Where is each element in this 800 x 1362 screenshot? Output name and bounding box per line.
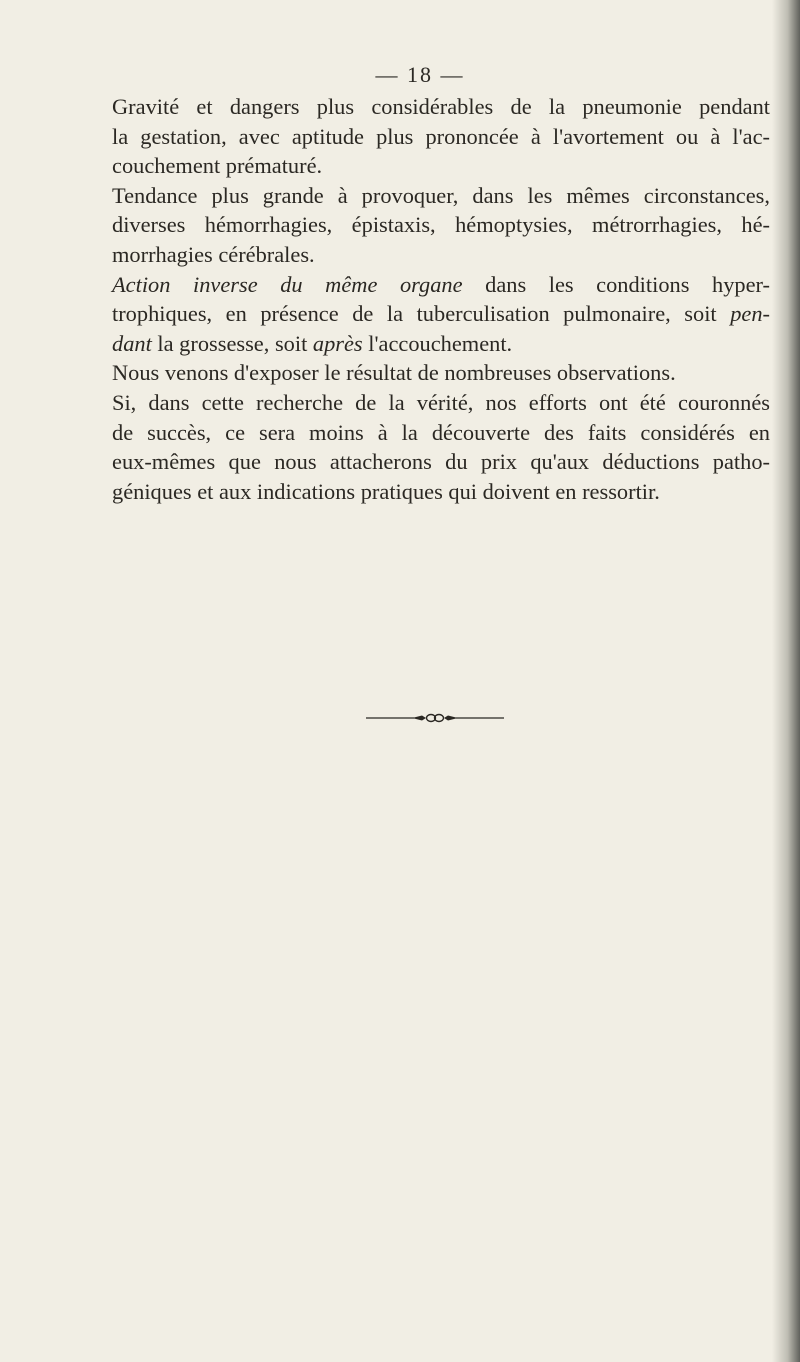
text-line xyxy=(112,329,770,359)
text-line: Si, dans cette recherche de la vérité, nos efforts ont été couronnés xyxy=(112,389,770,415)
paragraph-tendance xyxy=(112,181,770,270)
text-line xyxy=(112,299,770,329)
text-line: diverses hémorrhagies, épistaxis, hémoptysies, métrorrhagies, hé- xyxy=(112,212,770,238)
text-span: dans les conditions hyper- xyxy=(462,271,770,297)
text-span: trophiques, en présence de la tuberculisation pulmonaire, soit xyxy=(112,301,731,327)
italic-phrase: pen- xyxy=(730,301,770,327)
text-span: l'accouchement. xyxy=(362,330,513,356)
italic-phrase: dant xyxy=(112,330,152,356)
page-edge-shadow xyxy=(772,0,800,1362)
text-span: la grossesse, soit xyxy=(151,330,313,356)
text-line xyxy=(112,270,770,300)
paragraph-gravite xyxy=(112,92,770,181)
paragraph-nous-venons xyxy=(112,358,770,388)
text-line: Nous venons d'exposer le résultat de nombreuses observations. xyxy=(112,360,676,386)
text-line: Gravité et dangers plus considérables de la pneumonie pendant xyxy=(112,94,770,119)
body-text xyxy=(112,92,770,506)
text-line: morrhagies cérébrales. xyxy=(112,241,315,267)
page-number: — 18 — xyxy=(375,62,465,87)
text-line: eux-mêmes que nous attacherons du prix qu'aux déductions patho- xyxy=(112,449,770,475)
text-line: la gestation, avec aptitude plus prononcée à l'avortement ou à l'ac- xyxy=(112,123,770,149)
italic-phrase: Action inverse du même organe xyxy=(112,271,463,297)
italic-phrase: après xyxy=(312,330,363,356)
paragraph-action-inverse xyxy=(112,270,770,359)
text-line: Tendance plus grande à provoquer, dans les mêmes circonstances, xyxy=(112,182,770,208)
divider-ornament-icon xyxy=(366,712,504,724)
paragraph-conclusion xyxy=(112,388,770,506)
text-line: géniques et aux indications pratiques qui doivent en ressortir. xyxy=(112,478,660,504)
text-line: couchement prématuré. xyxy=(112,153,323,179)
text-line: de succès, ce sera moins à la découverte des faits considérés en xyxy=(112,419,770,445)
